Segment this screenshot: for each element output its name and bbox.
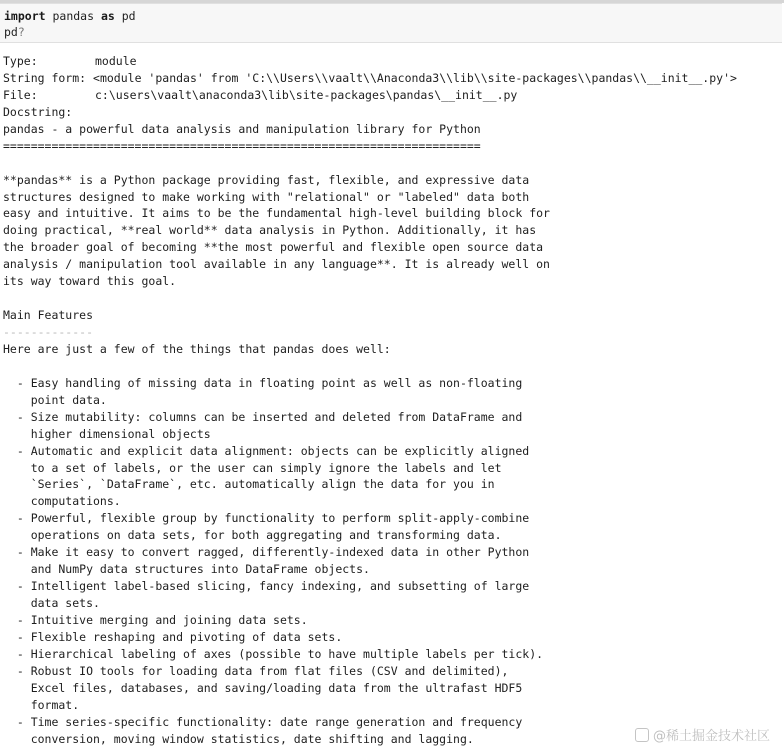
section-intro: Here are just a few of the things that pandas does well:: [3, 341, 391, 356]
feature-line: - Automatic and explicit data alignment: objects can be explicitly aligned: [3, 443, 530, 458]
feature-line: data sets.: [3, 596, 100, 610]
feature-line: conversion, moving window statistics, date shifting and lagging.: [3, 731, 474, 746]
feature-line: point data.: [3, 392, 107, 407]
feature-line: to a set of labels, or the user can simply ignore the labels and let: [3, 460, 502, 475]
help-output: [3, 53, 780, 747]
type-value: module: [95, 54, 137, 68]
file-label: File:: [3, 87, 38, 102]
blank-line: [3, 358, 780, 375]
feature-line: - Robust IO tools for loading data from flat files (CSV and delimited),: [3, 663, 509, 678]
blank-line: [3, 290, 780, 307]
intro-line: the broader goal of becoming **the most powerful and flexible open source data: [3, 240, 544, 255]
feature-line: and NumPy data structures into DataFrame objects.: [3, 562, 370, 577]
help-operator: ?: [17, 25, 25, 39]
blank-line: [3, 155, 780, 172]
doc-heading: pandas - a powerful data analysis and manipulation library for Python: [3, 121, 481, 136]
file-row: [3, 87, 780, 104]
section-title: Main Features: [3, 308, 94, 323]
feature-line: Excel files, databases, and saving/loading data from the ultrafast HDF5: [3, 680, 523, 695]
feature-line: - Time series-specific functionality: date range generation and frequency: [3, 714, 523, 729]
intro-line: analysis / manipulation tool available in any language**. It is already well on: [3, 257, 550, 272]
docstring-label: Docstring:: [3, 104, 73, 119]
feature-line: - Easy handling of missing data in floating point as well as non-floating: [3, 375, 523, 390]
juejin-logo-icon: [635, 728, 649, 742]
string-form-label: String form:: [3, 70, 87, 85]
doc-heading-rule: =====================================================================: [3, 138, 481, 153]
intro-line: doing practical, **real world** data analysis in Python. Additionally, it has: [3, 223, 537, 238]
intro-line: easy and intuitive. It aims to be the fundamental high-level building block for: [3, 206, 550, 221]
feature-line: - Make it easy to convert ragged, differently-indexed data in other Python: [3, 545, 530, 560]
intro-line: its way toward this goal.: [3, 274, 177, 289]
feature-line: higher dimensional objects: [3, 426, 211, 441]
section-rule: -------------: [3, 325, 94, 339]
feature-line: - Hierarchical labeling of axes (possible to have multiple labels per tick).: [3, 646, 544, 661]
feature-line: - Flexible reshaping and pivoting of data sets.: [3, 629, 343, 644]
input-line-2: [4, 24, 25, 40]
intro-line: structures designed to make working with "relational" or "labeled" data both: [3, 189, 530, 204]
feature-line: computations.: [3, 494, 121, 509]
feature-line: operations on data sets, for both aggregating and transforming data.: [3, 528, 502, 543]
feature-line: `Series`, `DataFrame`, etc. automatically align the data for you in: [3, 477, 495, 492]
string-form-row: [3, 70, 780, 87]
feature-line: - Intuitive merging and joining data sets.: [3, 612, 308, 627]
intro-line: **pandas** is a Python package providing fast, flexible, and expressive data: [3, 172, 530, 187]
type-label: Type:: [3, 54, 38, 68]
feature-line: - Intelligent label-based slicing, fancy indexing, and subsetting of large: [3, 579, 530, 594]
alias-name: pd: [114, 9, 136, 23]
watermark: [635, 725, 770, 744]
feature-line: format.: [3, 697, 80, 712]
file-value: c:\users\vaalt\anaconda3\lib\site-packages\pandas\__init__.py: [95, 87, 518, 102]
import-keyword: import: [4, 9, 46, 23]
as-keyword: as: [100, 9, 115, 23]
string-form-value: <module 'pandas' from 'C:\\Users\\vaalt\\Anaconda3\\lib\\site-packages\\pandas\\__init__.py'>: [93, 70, 737, 85]
feature-line: - Size mutability: columns can be inserted and deleted from DataFrame and: [3, 409, 523, 424]
type-row: [3, 53, 780, 70]
feature-line: - Powerful, flexible group by functionality to perform split-apply-combine: [3, 511, 530, 526]
module-name: pandas: [45, 9, 101, 23]
input-line-1: [4, 8, 136, 24]
input-cell[interactable]: [0, 3, 782, 43]
watermark-text: @稀土掘金技术社区: [652, 729, 770, 744]
help-target: pd: [4, 25, 18, 39]
